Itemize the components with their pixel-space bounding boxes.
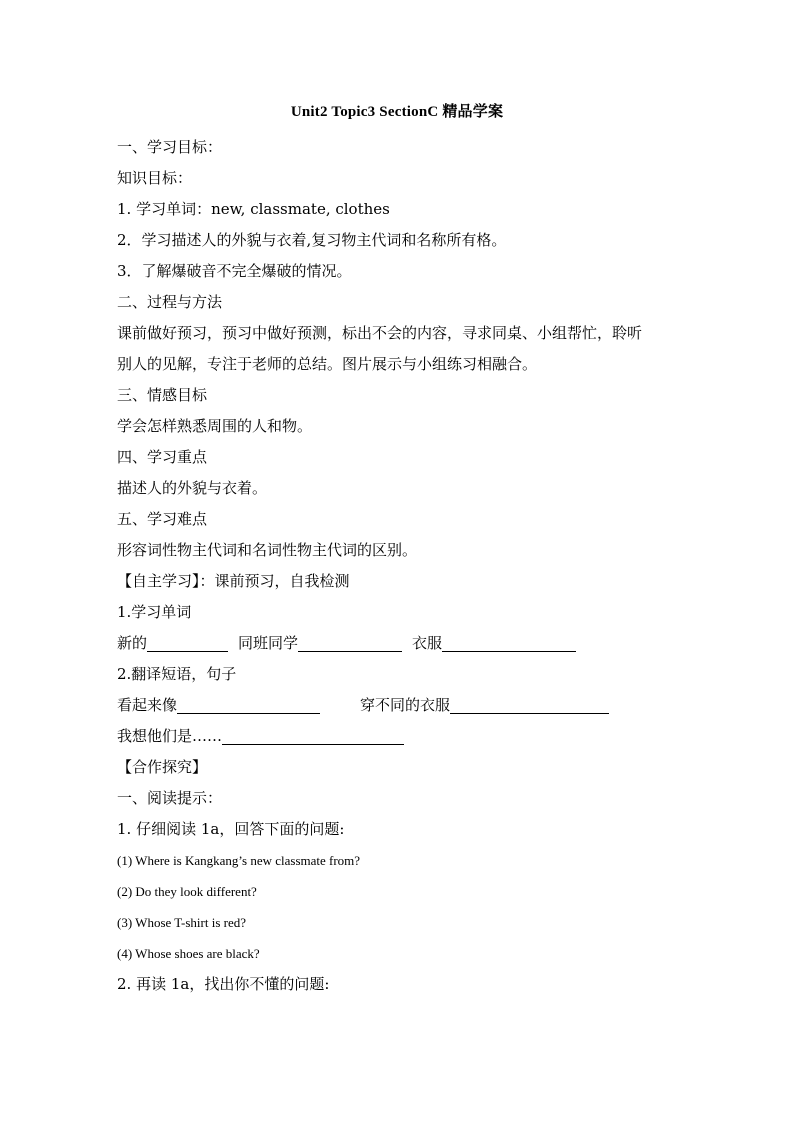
section-heading-difficulties: 五、学习难点 <box>117 510 208 528</box>
translate-different-clothes-label: 穿不同的衣服 <box>360 696 451 714</box>
vocab-clothes-label: 衣服 <box>412 634 443 652</box>
document-body <box>117 132 697 1000</box>
goal-item-2: 2．学习描述人的外貌与衣着,复习物主代词和名称所有格。 <box>117 231 507 249</box>
section-heading-goals: 一、学习目标： <box>117 138 223 156</box>
goal-item-3: 3．了解爆破音不完全爆破的情况。 <box>117 262 352 280</box>
emotion-text: 学会怎样熟悉周围的人和物。 <box>117 417 313 435</box>
process-text-1: 课前做好预习，预习中做好预测，标出不会的内容，寻求同桌、小组帮忙，聆听 <box>117 324 643 342</box>
difficulties-text: 形容词性物主代词和名词性物主代词的区别。 <box>117 541 418 559</box>
vocab-new-label: 新的 <box>117 634 148 652</box>
knowledge-goals-label: 知识目标： <box>117 169 193 187</box>
section-heading-process: 二、过程与方法 <box>117 293 223 311</box>
translate-look-like-blank[interactable] <box>177 695 320 714</box>
cooperative-heading: 【合作探究】 <box>117 758 208 776</box>
reading-task-1: 1. 仔细阅读 1a，回答下面的问题: <box>117 820 345 838</box>
question-4: (4) Whose shoes are black? <box>117 946 260 961</box>
translate-blanks-row-2 <box>117 721 697 752</box>
translate-heading: 2.翻译短语，句子 <box>117 665 237 683</box>
vocab-classmate-blank[interactable] <box>298 633 402 652</box>
question-1: (1) Where is Kangkang’s new classmate from? <box>117 853 361 868</box>
vocab-clothes-blank[interactable] <box>442 633 576 652</box>
translate-think-label: 我想他们是…… <box>117 727 223 745</box>
translate-look-like-label: 看起来像 <box>117 696 178 714</box>
section-heading-key-points: 四、学习重点 <box>117 448 208 466</box>
key-points-text: 描述人的外貌与衣着。 <box>117 479 268 497</box>
question-3: (3) Whose T-shirt is red? <box>117 915 247 930</box>
reading-task-2: 2. 再读 1a，找出你不懂的问题: <box>117 975 330 993</box>
vocab-heading: 1.学习单词 <box>117 603 192 621</box>
goal-item-1-text: 1. 学习单词：new, classmate, clothes <box>117 200 390 218</box>
goal-item-1 <box>117 194 697 225</box>
section-heading-emotion: 三、情感目标 <box>117 386 208 404</box>
translate-blanks-row-1 <box>117 690 697 721</box>
translate-different-clothes-blank[interactable] <box>450 695 609 714</box>
process-text-2: 别人的见解，专注于老师的总结。图片展示与小组练习相融合。 <box>117 355 538 373</box>
vocab-classmate-label: 同班同学 <box>238 634 299 652</box>
vocab-blanks-row <box>117 628 697 659</box>
document-title: Unit2 Topic3 SectionC 精品学案 <box>290 104 504 120</box>
reading-tips-heading: 一、阅读提示： <box>117 789 223 807</box>
self-study-heading: 【自主学习】：课前预习，自我检测 <box>117 572 350 590</box>
question-2: (2) Do they look different? <box>117 884 257 899</box>
translate-think-blank[interactable] <box>222 726 404 745</box>
vocab-new-blank[interactable] <box>147 633 228 652</box>
